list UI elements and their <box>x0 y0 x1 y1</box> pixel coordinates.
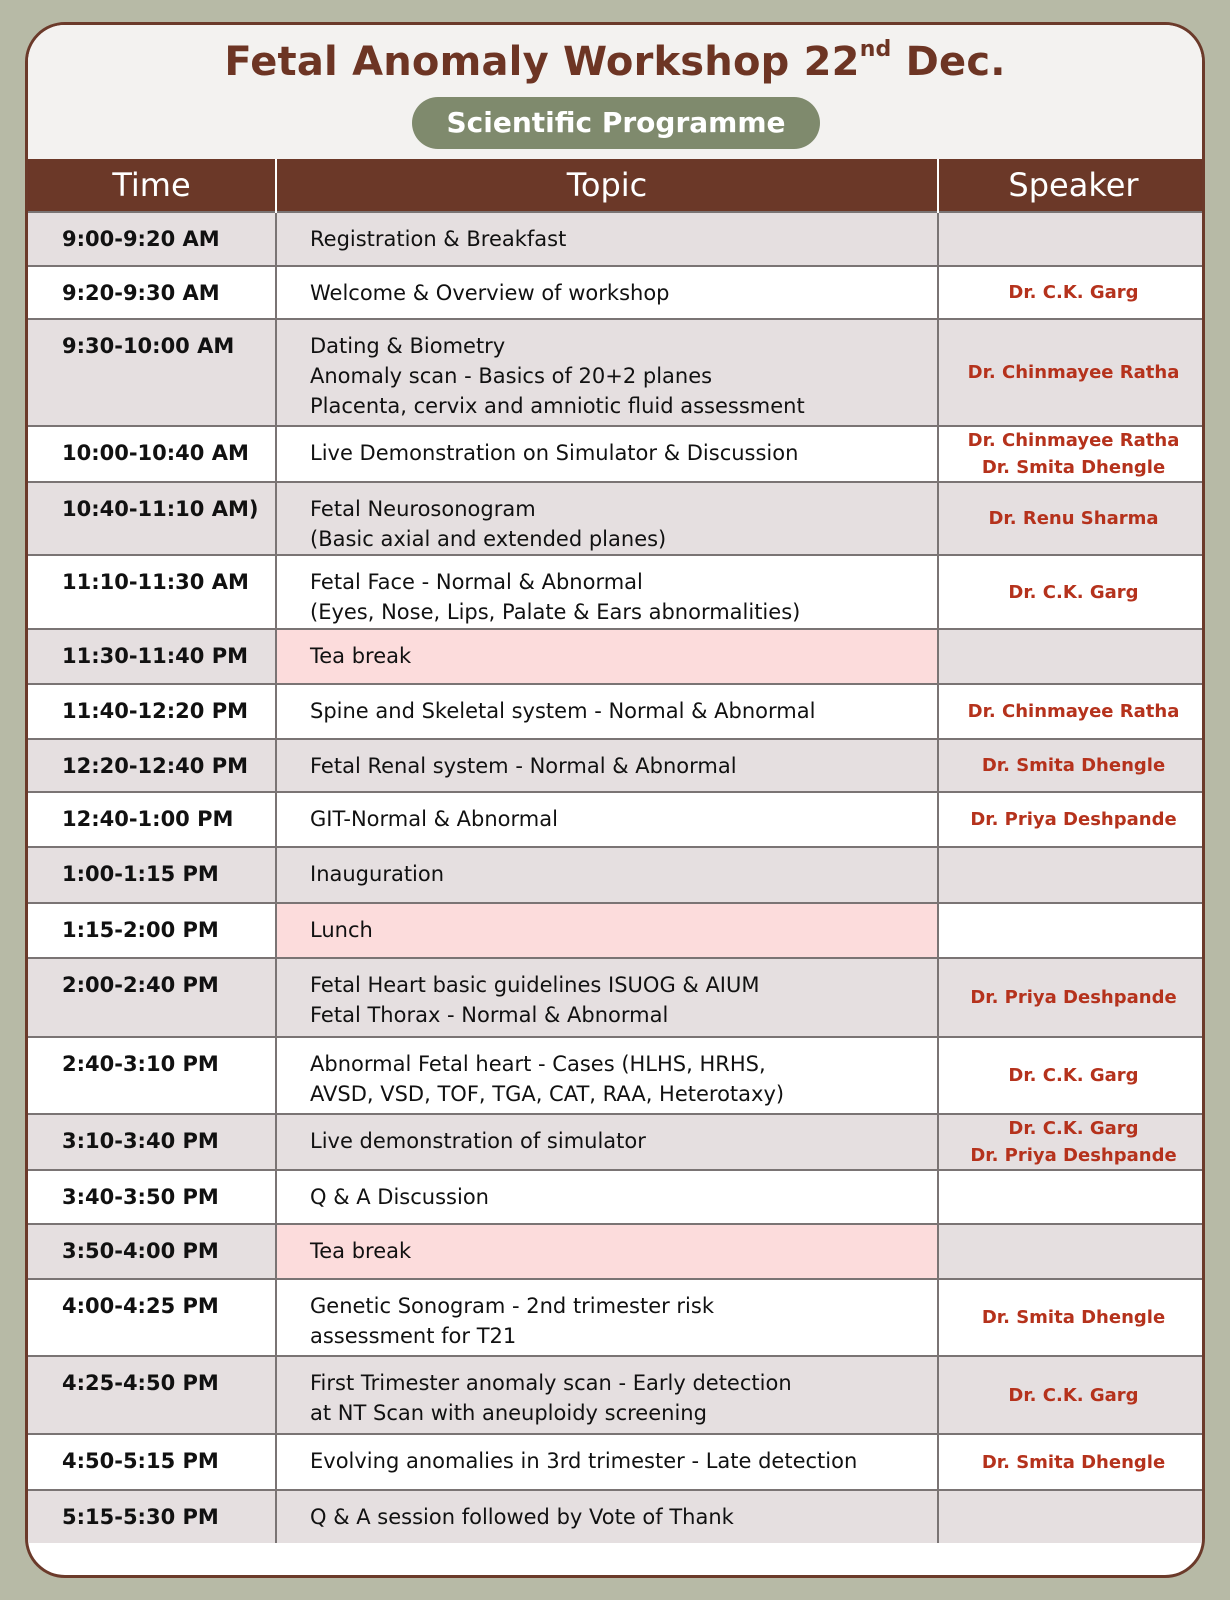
table-row <box>28 1279 1205 1356</box>
time-cell <box>28 555 276 629</box>
topic-text <box>277 427 937 468</box>
topic-line: (Eyes, Nose, Lips, Palate & Ears abnormalities) <box>310 600 801 624</box>
topic-cell <box>276 739 938 792</box>
speaker-list <box>939 630 1205 683</box>
time-cell <box>28 958 276 1037</box>
speaker-list <box>939 483 1205 554</box>
speaker-cell <box>938 212 1205 266</box>
topic-line: Q & A Discussion <box>310 1185 489 1209</box>
time-text: 12:40-1:00 PM <box>62 807 234 831</box>
table-row <box>28 319 1205 426</box>
topic-text <box>277 1225 937 1266</box>
topic-line: Q & A session followed by Vote of Thank <box>310 1505 734 1529</box>
speaker-name: Dr. C.K. Garg <box>1008 282 1139 303</box>
table-row <box>28 482 1205 555</box>
topic-line: at NT Scan with aneuploidy screening <box>310 1401 707 1425</box>
topic-cell <box>276 903 938 958</box>
topic-line: Evolving anomalies in 3rd trimester - Late detection <box>310 1449 858 1473</box>
time-text: 11:40-12:20 PM <box>62 699 249 723</box>
schedule-body <box>28 212 1205 1543</box>
table-row <box>28 1114 1205 1170</box>
topic-cell <box>276 482 938 555</box>
topic-cell <box>276 426 938 482</box>
topic-text <box>277 1038 937 1109</box>
time-text: 11:10-11:30 AM <box>62 570 249 594</box>
speaker-cell <box>938 739 1205 792</box>
speaker-cell <box>938 629 1205 684</box>
topic-line: Fetal Face - Normal & Abnormal <box>310 570 643 594</box>
table-row <box>28 1037 1205 1114</box>
topic-line: Placenta, cervix and amniotic fluid assessment <box>310 394 805 418</box>
time-text: 9:20-9:30 AM <box>62 281 220 305</box>
time-cell <box>28 426 276 482</box>
column-header-topic: Topic <box>276 159 938 212</box>
time-cell <box>28 684 276 739</box>
topic-text <box>277 904 937 945</box>
speaker-cell <box>938 1114 1205 1170</box>
speaker-list <box>939 1115 1205 1169</box>
topic-cell <box>276 958 938 1037</box>
table-row <box>28 847 1205 903</box>
header <box>28 25 1202 159</box>
topic-cell <box>276 319 938 426</box>
topic-text <box>277 1171 937 1212</box>
table-row <box>28 792 1205 847</box>
speaker-cell <box>938 903 1205 958</box>
speaker-list <box>939 1357 1205 1433</box>
speaker-list <box>939 556 1205 628</box>
table-row <box>28 212 1205 266</box>
topic-text <box>277 213 937 254</box>
time-cell <box>28 1037 276 1114</box>
topic-line: Dating & Biometry <box>310 334 506 358</box>
speaker-list <box>939 1225 1205 1278</box>
speaker-cell <box>938 482 1205 555</box>
table-row <box>28 555 1205 629</box>
table-row <box>28 629 1205 684</box>
speaker-name: Dr. C.K. Garg <box>1008 1065 1139 1086</box>
topic-text <box>277 556 937 627</box>
topic-line: Genetic Sonogram - 2nd trimester risk <box>310 1294 714 1318</box>
speaker-name: Dr. C.K. Garg <box>1008 581 1139 603</box>
speaker-name: Dr. Smita Dhengle <box>981 1451 1166 1473</box>
topic-text <box>277 320 937 421</box>
speaker-cell <box>938 684 1205 739</box>
time-text: 2:40-3:10 PM <box>62 1052 219 1076</box>
speaker-list <box>939 1491 1205 1543</box>
topic-line: AVSD, VSD, TOF, TGA, CAT, RAA, Heterotaxy) <box>310 1082 785 1106</box>
time-text: 12:20-12:40 PM <box>62 754 249 778</box>
speaker-cell <box>938 1490 1205 1543</box>
schedule-table <box>28 159 1205 1543</box>
speaker-cell <box>938 1356 1205 1434</box>
speaker-list <box>939 793 1205 846</box>
speaker-list <box>939 320 1205 425</box>
topic-line: Inauguration <box>310 862 445 886</box>
speaker-cell <box>938 1037 1205 1114</box>
topic-cell <box>276 684 938 739</box>
time-cell <box>28 792 276 847</box>
speaker-name: Dr. Chinmayee Ratha <box>967 701 1180 722</box>
topic-cell <box>276 1170 938 1224</box>
title-sup: nd <box>859 37 892 62</box>
time-cell <box>28 1490 276 1543</box>
table-header-row <box>28 159 1205 212</box>
table-row <box>28 266 1205 319</box>
speaker-name: Dr. Priya Deshpande <box>970 809 1177 830</box>
topic-cell <box>276 1037 938 1114</box>
page-title <box>28 39 1202 85</box>
time-text: 3:50-4:00 PM <box>62 1239 219 1263</box>
topic-text <box>277 1435 937 1476</box>
speaker-list <box>939 1280 1205 1355</box>
table-row <box>28 1490 1205 1543</box>
topic-line: First Trimester anomaly scan - Early detection <box>310 1371 792 1395</box>
table-row <box>28 1170 1205 1224</box>
table-row <box>28 684 1205 739</box>
topic-text <box>277 267 937 308</box>
programme-card <box>25 22 1205 1578</box>
time-text: 5:15-5:30 PM <box>62 1505 219 1529</box>
time-cell <box>28 1356 276 1434</box>
time-text: 1:15-2:00 PM <box>62 918 219 942</box>
time-cell <box>28 319 276 426</box>
speaker-cell <box>938 1434 1205 1490</box>
time-cell <box>28 1114 276 1170</box>
speaker-list <box>939 1038 1205 1113</box>
topic-cell <box>276 1224 938 1279</box>
topic-text <box>277 793 937 834</box>
topic-line: (Basic axial and extended planes) <box>310 527 667 551</box>
speaker-name: Dr. C.K. Garg <box>1008 1118 1139 1139</box>
time-text: 9:00-9:20 AM <box>62 227 220 251</box>
topic-line: Anomaly scan - Basics of 20+2 planes <box>310 364 713 388</box>
speaker-list <box>939 959 1205 1036</box>
speaker-cell <box>938 555 1205 629</box>
speaker-list <box>939 213 1205 265</box>
table-row <box>28 426 1205 482</box>
speaker-name: Dr. Chinmayee Ratha <box>967 430 1180 451</box>
time-cell <box>28 1434 276 1490</box>
topic-text <box>277 959 937 1030</box>
speaker-list <box>939 427 1205 481</box>
table-row <box>28 958 1205 1037</box>
topic-line: Fetal Renal system - Normal & Abnormal <box>310 754 737 778</box>
table-row <box>28 1356 1205 1434</box>
table-row <box>28 903 1205 958</box>
table-row <box>28 739 1205 792</box>
time-cell <box>28 629 276 684</box>
topic-cell <box>276 792 938 847</box>
speaker-name: Dr. C.K. Garg <box>1008 1384 1139 1406</box>
topic-line: GIT-Normal & Abnormal <box>310 807 558 831</box>
speaker-cell <box>938 792 1205 847</box>
topic-text <box>277 685 937 726</box>
title-tail: Dec. <box>891 39 1006 85</box>
topic-line: Live Demonstration on Simulator & Discussion <box>310 441 799 465</box>
speaker-cell <box>938 1224 1205 1279</box>
topic-line: Fetal Neurosonogram <box>310 497 536 521</box>
time-text: 10:00-10:40 AM <box>62 441 249 465</box>
topic-line: Registration & Breakfast <box>310 227 567 251</box>
topic-line: Fetal Heart basic guidelines ISUOG & AIUM <box>310 973 760 997</box>
topic-cell <box>276 1434 938 1490</box>
time-text: 3:40-3:50 PM <box>62 1185 219 1209</box>
speaker-list <box>939 1171 1205 1223</box>
speaker-name: Dr. Priya Deshpande <box>970 1145 1177 1166</box>
topic-text <box>277 1115 937 1156</box>
time-cell <box>28 482 276 555</box>
speaker-list <box>939 1435 1205 1489</box>
speaker-name: Dr. Chinmayee Ratha <box>967 362 1180 383</box>
time-cell <box>28 739 276 792</box>
topic-text <box>277 483 937 554</box>
topic-cell <box>276 1356 938 1434</box>
topic-line: Abnormal Fetal heart - Cases (HLHS, HRHS, <box>310 1052 766 1076</box>
speaker-cell <box>938 1279 1205 1356</box>
speaker-cell <box>938 426 1205 482</box>
speaker-cell <box>938 958 1205 1037</box>
time-cell <box>28 1224 276 1279</box>
time-text: 2:00-2:40 PM <box>62 973 219 997</box>
subtitle-badge: Scientific Programme <box>412 97 820 149</box>
time-cell <box>28 1170 276 1224</box>
time-text: 3:10-3:40 PM <box>62 1129 219 1153</box>
topic-line: Welcome & Overview of workshop <box>310 281 670 305</box>
speaker-list <box>939 267 1205 318</box>
topic-line: Fetal Thorax - Normal & Abnormal <box>310 1003 669 1027</box>
topic-text <box>277 1280 937 1351</box>
time-text: 1:00-1:15 PM <box>62 862 219 886</box>
time-cell <box>28 903 276 958</box>
time-cell <box>28 847 276 903</box>
time-text: 4:25-4:50 PM <box>62 1371 219 1395</box>
speaker-cell <box>938 266 1205 319</box>
speaker-cell <box>938 319 1205 426</box>
time-cell <box>28 212 276 266</box>
topic-cell <box>276 1279 938 1356</box>
topic-cell <box>276 1114 938 1170</box>
title-main: Fetal Anomaly Workshop 22 <box>224 39 860 85</box>
topic-text <box>277 630 937 671</box>
time-cell <box>28 266 276 319</box>
column-header-time: Time <box>28 159 276 212</box>
time-text: 10:40-11:10 AM) <box>62 497 259 521</box>
speaker-name: Dr. Smita Dhengle <box>981 457 1166 478</box>
topic-text <box>277 848 937 889</box>
speaker-name: Dr. Renu Sharma <box>988 508 1159 529</box>
table-row <box>28 1224 1205 1279</box>
time-text: 4:50-5:15 PM <box>62 1449 219 1473</box>
topic-text <box>277 1357 937 1428</box>
topic-cell <box>276 555 938 629</box>
column-header-speaker: Speaker <box>938 159 1205 212</box>
speaker-cell <box>938 847 1205 903</box>
time-cell <box>28 1279 276 1356</box>
speaker-list <box>939 848 1205 902</box>
time-text: 11:30-11:40 PM <box>62 644 249 668</box>
topic-cell <box>276 1490 938 1543</box>
topic-line: Lunch <box>310 918 373 942</box>
topic-cell <box>276 212 938 266</box>
table-row <box>28 1434 1205 1490</box>
time-text: 4:00-4:25 PM <box>62 1294 219 1318</box>
topic-cell <box>276 629 938 684</box>
speaker-list <box>939 685 1205 738</box>
topic-line: Tea break <box>310 1239 412 1263</box>
speaker-name: Dr. Priya Deshpande <box>970 987 1177 1008</box>
topic-text <box>277 1491 937 1532</box>
topic-line: Live demonstration of simulator <box>310 1129 646 1153</box>
speaker-list <box>939 904 1205 957</box>
topic-line: assessment for T21 <box>310 1324 517 1348</box>
speaker-cell <box>938 1170 1205 1224</box>
speaker-name: Dr. Smita Dhengle <box>981 1307 1166 1328</box>
topic-text <box>277 740 937 781</box>
time-text: 9:30-10:00 AM <box>62 334 235 358</box>
topic-cell <box>276 847 938 903</box>
topic-line: Tea break <box>310 644 412 668</box>
speaker-list <box>939 740 1205 791</box>
speaker-name: Dr. Smita Dhengle <box>981 755 1166 776</box>
topic-cell <box>276 266 938 319</box>
topic-line: Spine and Skeletal system - Normal & Abnormal <box>310 699 816 723</box>
